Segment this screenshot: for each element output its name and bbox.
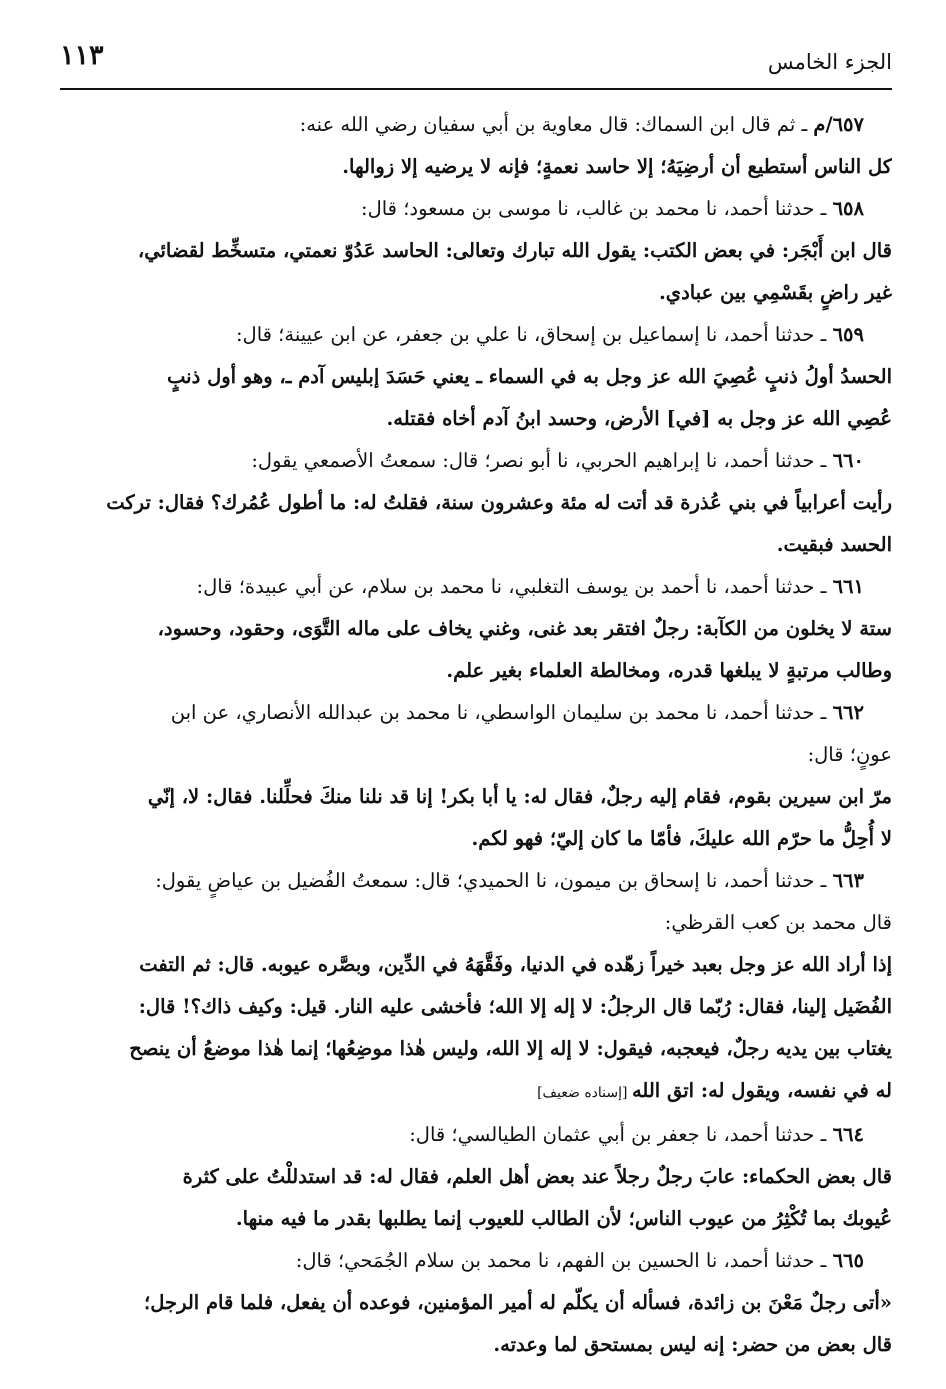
hadith-chain-line — [60, 692, 892, 734]
line-text: كل الناس أستطيع أن أرضِيَهُ؛ إلا حاسد نعمةٍ؛ فإنه لا يرضيه إلا زوالها. — [342, 155, 892, 178]
text-line — [60, 734, 892, 776]
page-header — [60, 36, 892, 90]
line-text: غير راضٍ بقَسْمِي بين عبادي. — [659, 281, 892, 304]
hadith-text-line — [60, 1198, 892, 1240]
line-text: ـ حدثنا أحمد، نا أحمد بن يوسف التغلبي، نا محمد بن سلام، عن أبي عبيدة؛ قال: — [196, 575, 833, 598]
hadith-number: ٦٦٠ — [832, 449, 864, 472]
hadith-text-line — [60, 1324, 892, 1366]
line-text: ـ ثم قال ابن السماك: قال معاوية بن أبي سفيان رضي الله عنه: — [299, 113, 814, 136]
hadith-chain-line — [60, 1240, 892, 1282]
hadith-number: ٦٦٤ — [832, 1123, 864, 1146]
hadith-text-line — [60, 398, 892, 440]
hadith-text-line — [60, 986, 892, 1028]
line-text: وطالب مرتبةٍ لا يبلغها قدره، ومخالطة العلماء بغير علم. — [446, 659, 892, 682]
line-text: ـ حدثنا أحمد، نا إسحاق بن ميمون، نا الحميدي؛ قال: سمعتُ الفُضيل بن عياضٍ يقول: — [155, 869, 833, 892]
hadith-chain-line — [60, 314, 892, 356]
text-line — [60, 902, 892, 944]
hadith-number: ٦٦٣ — [832, 869, 864, 892]
line-text: مرّ ابن سيرين بقوم، فقام إليه رجلٌ، فقال له: يا أبا بكر! إنا قد نلنا منكَ فحلِّلنا. فقال: لا، إنّي — [147, 785, 892, 808]
grading-note: [إسناده ضعيف] — [537, 1085, 632, 1101]
line-text: عُصِي الله عز وجل به [في] الأرض، وحسد ابنُ آدم أخاه فقتله. — [386, 407, 892, 430]
line-text: ـ حدثنا أحمد، نا محمد بن غالب، نا موسى بن مسعود؛ قال: — [361, 197, 833, 220]
running-title: الجزء الخامس — [767, 50, 892, 74]
line-text: عونٍ؛ قال: — [807, 743, 892, 766]
hadith-number: ٦٦٥ — [832, 1249, 864, 1272]
hadith-text-line — [60, 944, 892, 986]
line-text: الحسد فبقيت. — [776, 533, 892, 556]
hadith-chain-line — [60, 566, 892, 608]
text-body — [60, 104, 892, 1366]
line-text: ـ حدثنا أحمد، نا إبراهيم الحربي، نا أبو نصر؛ قال: سمعتُ الأصمعي يقول: — [251, 449, 833, 472]
hadith-text-line — [60, 146, 892, 188]
line-text: له في نفسه، ويقول له: اتق الله — [631, 1079, 892, 1102]
hadith-text-line — [60, 1282, 892, 1324]
line-text: ـ حدثنا أحمد، نا محمد بن سليمان الواسطي، نا محمد بن عبدالله الأنصاري، عن ابن — [170, 701, 833, 724]
hadith-number: ٦٦١ — [832, 575, 864, 598]
hadith-number: ٦٦٢ — [832, 701, 864, 724]
line-text: إذا أراد الله عز وجل بعبد خيراً زهّده في الدنيا، وفَقَّهَهُ في الدِّين، وبصَّره عيوبه. قال: ثم التفت — [139, 953, 892, 976]
hadith-text-line — [60, 608, 892, 650]
page-number: ١١٣ — [60, 40, 104, 71]
hadith-text-line — [60, 1156, 892, 1198]
hadith-text-line — [60, 230, 892, 272]
line-text: عُيوبك بما تُكْثِرُ من عيوب الناس؛ لأن الطالب للعيوب إنما يطلبها بقدر ما فيه منها. — [235, 1207, 892, 1230]
hadith-text-line — [60, 776, 892, 818]
line-text: يغتاب بين يديه رجلٌ، فيعجبه، فيقول: لا إله إلا الله، وليس هٰذا موضِعُها؛ إنما هٰذا موضعُ أن ينصح — [129, 1037, 892, 1060]
line-text: قال بعض من حضر: إنه ليس بمستحق لما وعدته. — [493, 1333, 892, 1356]
hadith-text-line — [60, 650, 892, 692]
hadith-text-line — [60, 524, 892, 566]
line-text: «أتى رجلٌ مَعْنَ بن زائدة، فسأله أن يكلّم له أمير المؤمنين، فوعده أن يفعل، فلما قام الرجل؛ — [144, 1291, 892, 1314]
hadith-text-line — [60, 482, 892, 524]
hadith-chain-line — [60, 188, 892, 230]
hadith-chain-line — [60, 440, 892, 482]
line-text: رأيت أعرابياً في بني عُذرة قد أتت له مئة وعشرون سنة، فقلتُ له: ما أطول عُمُرك؟ فقال: تركت — [106, 491, 892, 514]
line-text: ـ حدثنا أحمد، نا إسماعيل بن إسحاق، نا علي بن جعفر، عن ابن عيينة؛ قال: — [235, 323, 833, 346]
line-text: قال ابن أَبْجَر: في بعض الكتب: يقول الله تبارك وتعالى: الحاسد عَدُوّ نعمتي، متسخِّط لقضائي، — [137, 239, 892, 262]
hadith-chain-line — [60, 1114, 892, 1156]
hadith-chain-line — [60, 104, 892, 146]
hadith-text-line — [60, 356, 892, 398]
hadith-chain-line — [60, 860, 892, 902]
hadith-text-line — [60, 818, 892, 860]
line-text: لا أُحِلُّ ما حرّم الله عليكَ، فأمّا ما كان إليّ؛ فهو لكم. — [471, 827, 892, 850]
hadith-text-line — [60, 1070, 892, 1114]
hadith-text-line — [60, 1028, 892, 1070]
hadith-number: ٦٥٨ — [832, 197, 864, 220]
hadith-text-line — [60, 272, 892, 314]
line-text: قال محمد بن كعب القرظي: — [664, 911, 892, 934]
line-text: الحسدُ أولُ ذنبٍ عُصِيَ الله عز وجل به في السماء ـ يعني حَسَدَ إبليس آدم ـ، وهو أول ذنبٍ — [167, 365, 892, 388]
line-text: ستة لا يخلون من الكآبة: رجلٌ افتقر بعد غنى، وغني يخاف على ماله التَّوَى، وحقود، وحسود، — [157, 617, 892, 640]
line-text: الفُضَيل إلينا، فقال: رُبّما قال الرجلُ: لا إله إلا الله؛ فأخشى عليه النار. قيل: وكيف ذاك؟! قال: — [138, 995, 892, 1018]
hadith-number: ٦٥٩ — [832, 323, 864, 346]
line-text: ـ حدثنا أحمد، نا الحسين بن الفهم، نا محمد بن سلام الجُمَحي؛ قال: — [295, 1249, 833, 1272]
line-text: ـ حدثنا أحمد، نا جعفر بن أبي عثمان الطيالسي؛ قال: — [409, 1123, 833, 1146]
line-text: قال بعض الحكماء: عابَ رجلٌ رجلاً عند بعض أهل العلم، فقال له: قد استدللْتُ على كثرة — [182, 1165, 892, 1188]
hadith-number: ٦٥٧/م — [813, 113, 864, 136]
